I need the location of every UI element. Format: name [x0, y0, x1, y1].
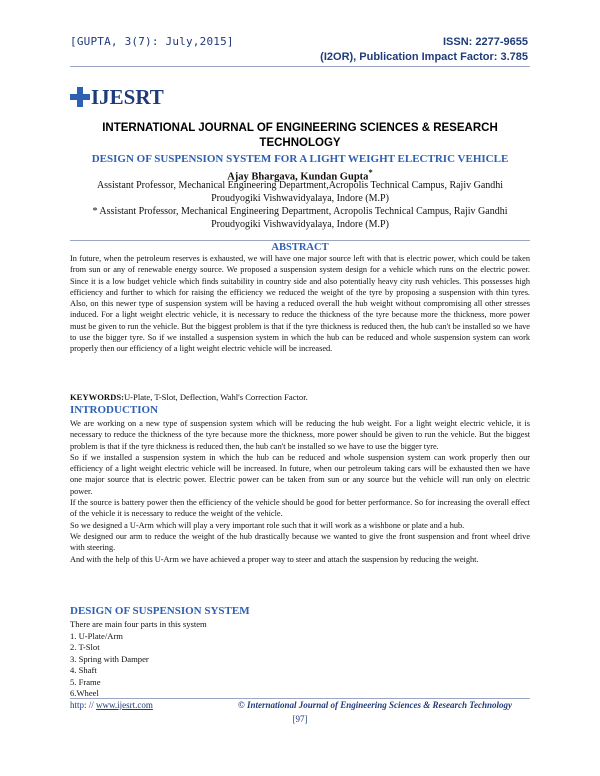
plus-icon	[70, 87, 90, 107]
intro-paragraph: So if we installed a suspension system in which the hub can be reduced and whole suspension system can work properly then our efficiency of a light weight electric vehicle will be increased. In future, when our petroleum taking cars will be exhausted then we have one major source that is electric power. Electric power can be taken from sun or any source but the vehicle will run only on electric power.	[70, 452, 530, 496]
intro-paragraph: We are working on a new type of suspension system which will be reducing the hub weight. For a light weight electric vehicle, it is necessary to reduce the thickness of the tyre because more the thickness, more power should be given to run the vehicle. But the biggest problem is that if the tyre thickness is reduced then, the hub can't be installed so we have to use the bigger tyre.	[70, 419, 530, 451]
intro-paragraph: And with the help of this U-Arm we have achieved a proper way to steer and attach the suspension by reducing the weight.	[70, 554, 479, 564]
author-names: Ajay Bhargava, Kundan Gupta	[227, 171, 369, 183]
page-number: [97]	[292, 714, 308, 724]
logo-text: IJESRT	[91, 85, 164, 109]
design-heading: DESIGN OF SUSPENSION SYSTEM	[70, 605, 250, 617]
impact-factor: (I2OR), Publication Impact Factor: 3.785	[320, 51, 528, 63]
keywords-text: U-Plate, T-Slot, Deflection, Wahl's Correction Factor.	[123, 392, 308, 402]
running-citation: [GUPTA, 3(7): July,2015]	[70, 35, 234, 48]
copyright: © International Journal of Engineering Sciences & Research Technology	[238, 700, 512, 710]
affiliation-1: Assistant Professor, Mechanical Engineering Department,Acropolis Technical Campus, Rajiv Gandhi Proudyogiki Vishwavidyalaya, Indore (M.P)	[96, 180, 504, 204]
intro-paragraph: We designed our arm to reduce the weight of the hub drastically because we wanted to give the front suspension and front wheel drive with steering.	[70, 531, 530, 553]
affiliations	[74, 179, 526, 231]
list-item: 6.Wheel	[70, 688, 99, 698]
list-item: 4. Shaft	[70, 665, 97, 675]
footer	[70, 700, 530, 710]
introduction-heading: INTRODUCTION	[70, 404, 159, 416]
keywords-label: KEYWORDS:	[70, 392, 124, 402]
header-divider	[70, 66, 530, 67]
design-intro: There are main four parts in this system	[70, 619, 207, 629]
abstract-heading: ABSTRACT	[70, 240, 530, 253]
intro-paragraph: If the source is battery power then the efficiency of the vehicle should be good for better performance. So for increasing the overall effect of the vehicle it is necessary to reduce the weight of the vehicle.	[70, 498, 530, 519]
journal-name: INTERNATIONAL JOURNAL OF ENGINEERING SCIENCES & RESEARCH TECHNOLOGY	[102, 122, 498, 149]
journal-link[interactable]: www.ijesrt.com	[96, 700, 153, 710]
list-item: 5. Frame	[70, 676, 101, 687]
affiliation-2: * Assistant Professor, Mechanical Engineering Department, Acropolis Technical Campus, Rajiv Gandhi Proudyogiki Vishwavidyalaya, Indore (M.P)	[92, 206, 508, 230]
journal-logo	[70, 86, 164, 108]
keywords	[70, 392, 530, 402]
introduction-body	[70, 418, 530, 565]
intro-paragraph: So we designed a U-Arm which will play a very important role such that it will work as a wishbone or plate and a hub.	[70, 520, 465, 530]
footer-divider	[70, 698, 530, 699]
list-item: 2. T-Slot	[70, 642, 100, 652]
url-prefix: http: //	[70, 700, 97, 710]
abstract-text: In future, when the petroleum reserves is exhausted, we will have one major source left with that is electric power, which could be taken from sun or any of renewable energy source. We proposed a suspension system design for a vehicle which runs on the electric power. Since it is a low budget vehicle which finds suitability in country side and also potentially heavy city rush vehicles. This possesses high efficiency and further to which for raising the efficiency we reduced the weight of the tyre by proposing a suspension with thin tyres. Also, on this newer type of suspension system will be having a reduced overall the hub weight without compromising all other stresses induced. For a light weight electric vehicle, it is necessary to reduce the thickness of the tyre because more the thickness, more power must be given to run the vehicle. But the biggest problem is that if the tyre thickness is reduced then, the hub can't be installed so we have to use the bigger tyre. So if we installed a suspension system in which the hub can be reduced and whole suspension system can work properly then our efficiency of a light weight electric vehicle will be increased.	[70, 254, 530, 354]
design-body	[70, 619, 530, 700]
issn: ISSN: 2277-9655	[443, 36, 528, 48]
list-item: 3. Spring with Damper	[70, 653, 149, 664]
list-item: 1. U-Plate/Arm	[70, 630, 123, 641]
author-mark: *	[368, 167, 373, 177]
paper-title: DESIGN OF SUSPENSION SYSTEM FOR A LIGHT WEIGHT ELECTRIC VEHICLE	[91, 153, 509, 165]
journal-meta	[320, 35, 528, 65]
